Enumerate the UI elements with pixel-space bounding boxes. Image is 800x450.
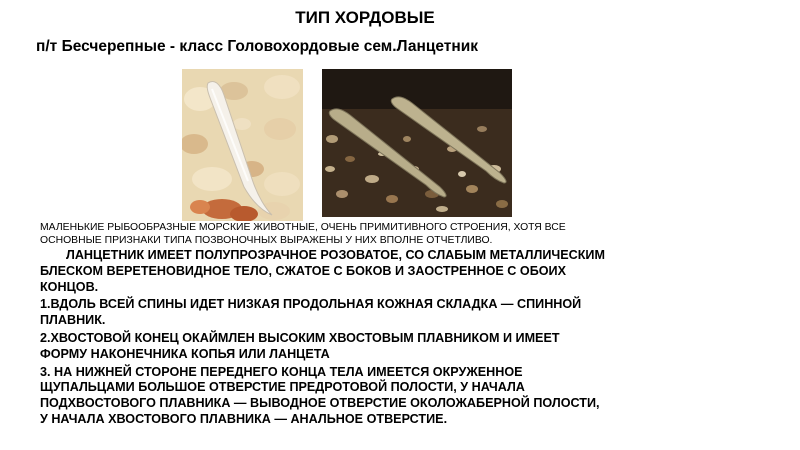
intro-line: МАЛЕНЬКИЕ РЫБООБРАЗНЫЕ МОРСКИЕ ЖИВОТНЫЕ, ОЧЕНЬ ПРИМИТИВНОГО СТРОЕНИЯ, ХОТЯ ВСЕ: [40, 222, 566, 233]
page-title: ТИП ХОРДОВЫЕ: [295, 8, 435, 27]
paragraph-line: 1.ВДОЛЬ ВСЕЙ СПИНЫ ИДЕТ НИЗКАЯ ПРОДОЛЬНАЯ КОЖНАЯ СКЛАДКА — СПИННОЙ: [40, 297, 582, 312]
paragraph-line: ЩУПАЛЬЦАМИ БОЛЬШОЕ ОТВЕРСТИЕ ПРЕДРОТОВОЙ ПОЛОСТИ, У НАЧАЛА: [40, 380, 525, 395]
intro-line: ОСНОВНЫЕ ПРИЗНАКИ ТИПА ПОЗВОНОЧНЫХ ВЫРАЖЕНЫ У НИХ ВПОЛНЕ ОТЧЕТЛИВО.: [40, 235, 493, 246]
paragraph-line: 2.ХВОСТОВОЙ КОНЕЦ ОКАЙМЛЕН ВЫСОКИМ ХВОСТОВЫМ ПЛАВНИКОМ И ИМЕЕТ: [40, 330, 560, 345]
paragraph-line: БЛЕСКОМ ВЕРЕТЕНОВИДНОЕ ТЕЛО, СЖАТОЕ С БОКОВ И ЗАОСТРЕННОЕ С ОБОИХ: [40, 263, 566, 278]
paragraph-line: У НАЧАЛА ХВОСТОВОГО ПЛАВНИКА — АНАЛЬНОЕ ОТВЕРСТИЕ.: [40, 411, 448, 426]
page-subtitle: п/т Бесчерепные - класс Головохордовые сем.Ланцетник: [36, 38, 478, 55]
paragraph-line: ПЛАВНИК.: [40, 313, 106, 328]
paragraph-line: 3. НА НИЖНЕЙ СТОРОНЕ ПЕРЕДНЕГО КОНЦА ТЕЛА ИМЕЕТСЯ ОКРУЖЕННОЕ: [40, 364, 523, 379]
lancetnik-in-sand-photo: [182, 69, 303, 221]
paragraph-line: ЛАНЦЕТНИК ИМЕЕТ ПОЛУПРОЗРАЧНОЕ РОЗОВАТОЕ, СО СЛАБЫМ МЕТАЛЛИЧЕСКИМ: [66, 248, 605, 262]
paragraph-line: ФОРМУ НАКОНЕЧНИКА КОПЬЯ ИЛИ ЛАНЦЕТА: [40, 346, 330, 361]
description-text: [40, 248, 740, 428]
paragraph-line: ПОДХВОСТОВОГО ПЛАВНИКА — ВЫВОДНОЕ ОТВЕРСТИЕ ОКОЛОЖАБЕРНОЙ ПОЛОСТИ,: [40, 396, 600, 411]
paragraph-line: КОНЦОВ.: [40, 279, 99, 294]
intro-text: [40, 221, 680, 247]
two-lancetniks-on-gravel-photo: [322, 69, 512, 217]
